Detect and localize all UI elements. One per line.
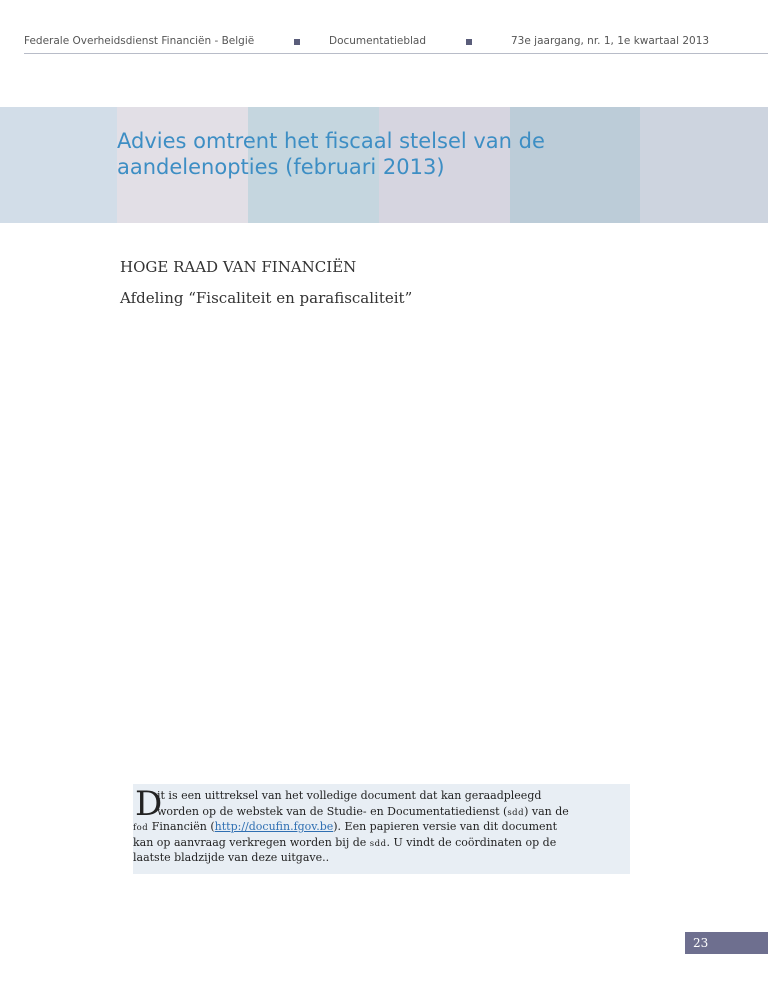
bullet-separator [294, 39, 300, 45]
author: HOGE RAAD VAN FINANCIËN [120, 258, 357, 276]
page-title [117, 128, 637, 180]
notice-box [133, 784, 630, 874]
banner-stripe [0, 107, 117, 223]
docufin-link[interactable]: http://docufin.fgov.be [214, 820, 334, 833]
drop-cap: D [135, 784, 163, 824]
header-issue: 73e jaargang, nr. 1, 1e kwartaal 2013 [511, 35, 710, 47]
notice-line: laatste bladzijde van deze uitgave.. [133, 851, 330, 864]
notice-line: fod Financiën (http://docufin.fgov.be). Een papieren versie van dit document [133, 820, 558, 833]
header-publication: Documentatieblad [329, 35, 427, 47]
banner-stripe [640, 107, 768, 223]
notice-line: it is een uittreksel van het volledige document dat kan geraadpleegd [157, 789, 542, 802]
header-publisher: Federale Overheidsdienst Financiën - België [24, 35, 255, 47]
title-line-2: aandelenopties (februari 2013) [117, 155, 445, 179]
page-number [685, 932, 768, 954]
notice-line: worden op de webstek van de Studie- en Documentatiedienst (sdd) van de [157, 804, 569, 818]
bullet-separator [466, 39, 472, 45]
notice-line: kan op aanvraag verkregen worden bij de sdd. U vindt de coördinaten op de [133, 835, 557, 849]
running-header [24, 33, 768, 54]
title-line-1: Advies omtrent het fiscaal stelsel van de [117, 129, 545, 153]
section-subtitle: Afdeling “Fiscaliteit en parafiscaliteit” [120, 289, 413, 307]
page-number-text: 23 [693, 936, 709, 950]
